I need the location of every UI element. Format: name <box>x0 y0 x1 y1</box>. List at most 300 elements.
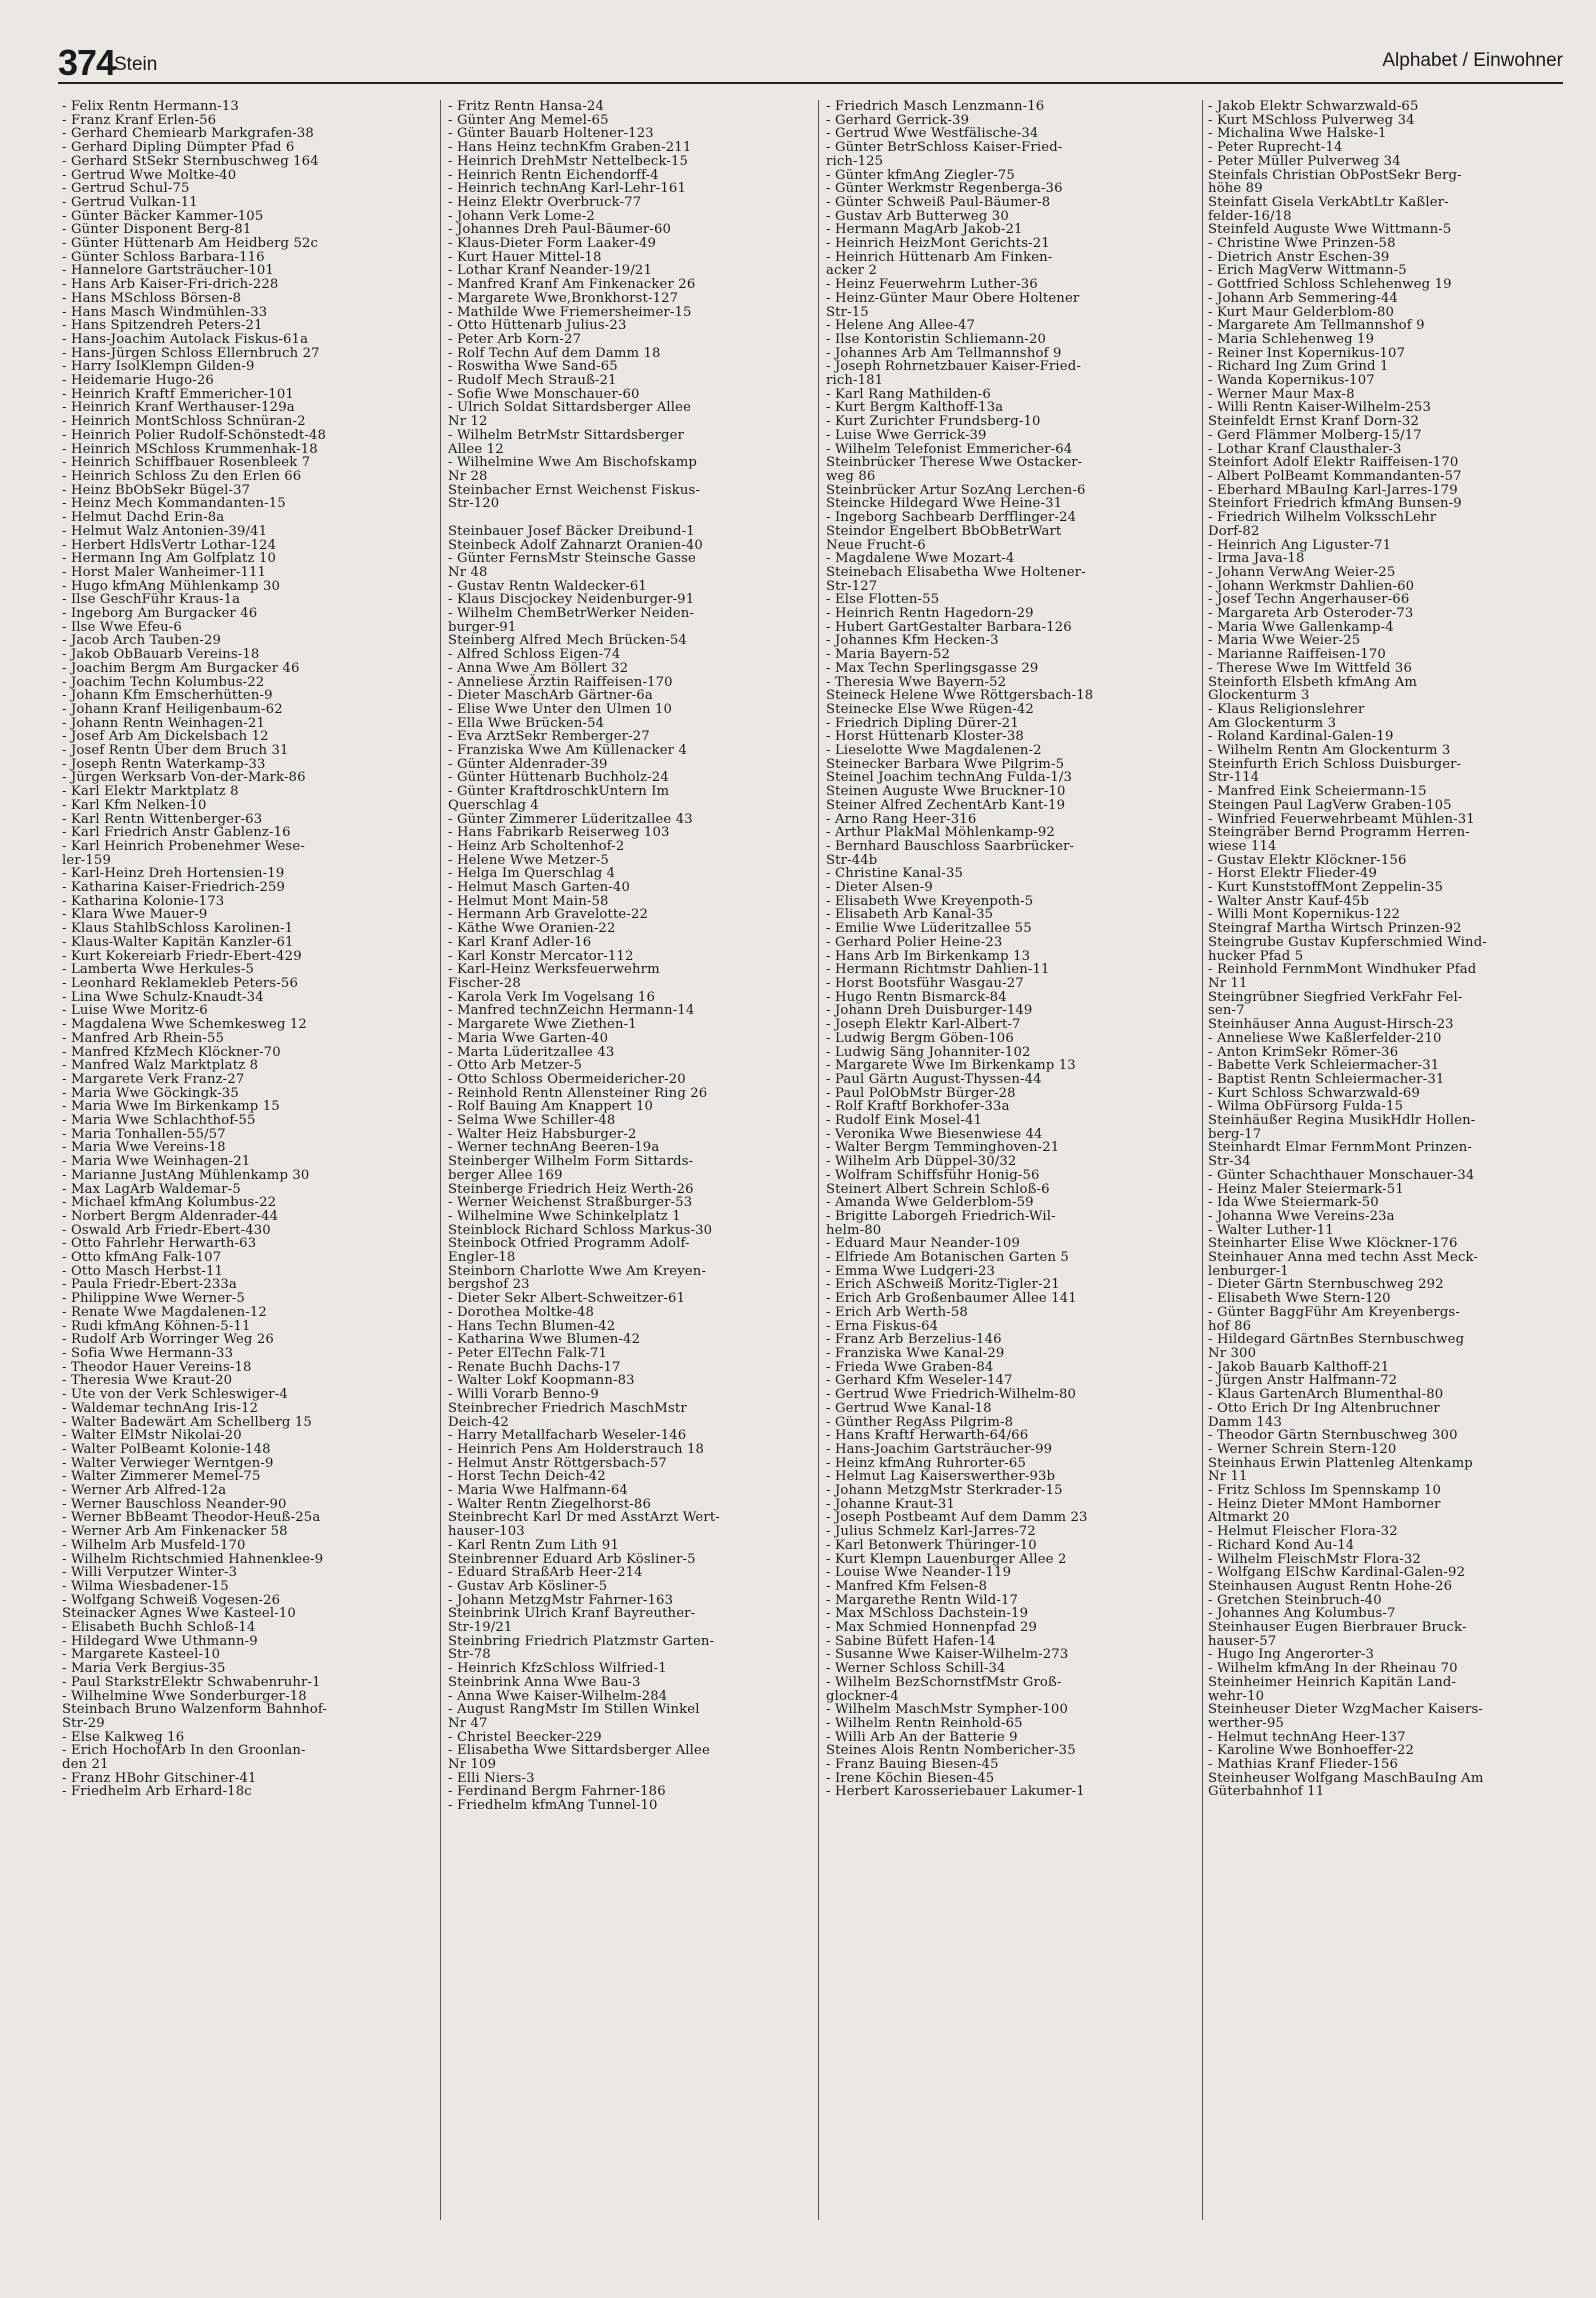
directory-entry: - Johann Rentn Weinhagen-21 <box>62 715 265 731</box>
directory-entry: Steindor Engelbert BbObBetrWart <box>826 523 1062 539</box>
directory-entry: - Lamberta Wwe Herkules-5 <box>62 962 254 978</box>
directory-entry: Steinacker Agnes Wwe Kasteel-10 <box>62 1606 296 1622</box>
directory-entry: - Amanda Wwe Gelderblom-59 <box>826 1195 1034 1211</box>
directory-entry: - Christel Beecker-229 <box>448 1729 602 1745</box>
directory-entry: - Jakob Elektr Schwarzwald-65 <box>1208 100 1419 114</box>
directory-entry: - Hans-Joachim Gartsträucher-99 <box>826 1441 1053 1457</box>
directory-entry: - Franziska Wwe Kanal-29 <box>826 1345 1005 1361</box>
directory-entry: - Karl Kfm Nelken-10 <box>62 797 207 813</box>
directory-entry: Steingraf Martha Wirtsch Prinzen-92 <box>1208 921 1462 937</box>
directory-entry: - Lina Wwe Schulz-Knaudt-34 <box>62 989 264 1005</box>
directory-entry: Str-78 <box>448 1647 491 1663</box>
directory-entry: - Heinz Maler Steiermark-51 <box>1208 1181 1404 1197</box>
directory-entry: - Erich ASchweiß Moritz-Tigler-21 <box>826 1277 1060 1293</box>
directory-entry: - Gerhard Gerrick-39 <box>826 112 970 128</box>
directory-entry: - Gerd Flämmer Molberg-15/17 <box>1208 427 1422 443</box>
directory-entry: - Hermann MagArb Jakob-21 <box>826 222 1023 238</box>
directory-entry: - Maria Wwe Garten-40 <box>448 1030 609 1046</box>
directory-entry: - Maria Wwe Gallenkamp-4 <box>1208 619 1394 635</box>
directory-entry: - Peter Müller Pulverweg 34 <box>1208 153 1401 169</box>
directory-entry: - Johann Verk Lome-2 <box>448 208 595 224</box>
directory-entry: - Wilhelm kfmAng In der Rheinau 70 <box>1208 1661 1458 1677</box>
directory-entry: - Julius Schmelz Karl-Jarres-72 <box>826 1524 1036 1540</box>
directory-entry: - Margarete Wwe Im Birkenkamp 13 <box>826 1058 1076 1074</box>
directory-entry: Steinfort Adolf Elektr Raiffeisen-170 <box>1208 455 1459 471</box>
directory-entry: - Klara Wwe Mauer-9 <box>62 907 208 923</box>
directory-entry: - Johann VerwAng Weier-25 <box>1208 564 1396 580</box>
directory-entry: Steingrübner Siegfried VerkFahr Fel- <box>1208 989 1463 1005</box>
directory-entry: - Helmut technAng Heer-137 <box>1208 1729 1406 1745</box>
directory-entry: - August RangMstr Im Stillen Winkel <box>448 1702 700 1718</box>
directory-entry: - Rudolf Mech Strauß-21 <box>448 373 617 389</box>
directory-entry: - Wilhelm Arb Düppel-30/32 <box>826 1154 1017 1170</box>
directory-entry: - Hans Masch Windmühlen-33 <box>62 304 268 320</box>
directory-entry: - Günter kfmAng Ziegler-75 <box>826 167 1015 183</box>
directory-entry: - Marta Lüderitzallee 43 <box>448 1044 615 1060</box>
directory-entry: - Else Flotten-55 <box>826 592 940 608</box>
directory-entry: - Heinz BbObSekr Bügel-37 <box>62 482 251 498</box>
directory-entry: - Werner Schrein Stern-120 <box>1208 1441 1397 1457</box>
directory-entry: - Walter Badewärt Am Schellberg 15 <box>62 1414 312 1430</box>
directory-entry: - Heinrich Polier Rudolf-Schönstedt-48 <box>62 427 327 443</box>
directory-entry: - Walter Bergm Temminghoven-21 <box>826 1140 1060 1156</box>
directory-entry: - Manfred Arb Rhein-55 <box>62 1030 225 1046</box>
directory-entry: Steiner Alfred ZechentArb Kant-19 <box>826 797 1066 813</box>
directory-entry: - Horst Techn Deich-42 <box>448 1469 606 1485</box>
directory-entry: - Margareta Arb Osteroder-73 <box>1208 606 1414 622</box>
directory-entry: Steinheimer Heinrich Kapitän Land- <box>1208 1674 1457 1690</box>
directory-entry: - Josef Arb Am Dickelsbach 12 <box>62 729 269 745</box>
directory-entry: - Arthur PlakMal Möhlenkamp-92 <box>826 825 1055 841</box>
directory-entry: - Harry IsolKlempn Gilden-9 <box>62 359 255 375</box>
directory-entry: - Werner Arb Alfred-12a <box>62 1483 227 1499</box>
directory-entry: - Heinz Dieter MMont Hamborner <box>1208 1496 1441 1512</box>
directory-entry: - Günter BaggFühr Am Kreyenbergs- <box>1208 1304 1460 1320</box>
directory-entry: Steinfurth Erich Schloss Duisburger- <box>1208 756 1462 772</box>
directory-entry: - Elli Niers-3 <box>448 1770 535 1786</box>
directory-entry: - Kurt Hauer Mittel-18 <box>448 249 602 265</box>
directory-entry: - Magdalene Wwe Mozart-4 <box>826 551 1015 567</box>
directory-entry: Steinbrücker Artur SozAng Lerchen-6 <box>826 482 1086 498</box>
directory-entry: Steinel Joachim technAng Fulda-1/3 <box>826 770 1073 786</box>
directory-entry: - Heinrich Pens Am Holderstrauch 18 <box>448 1441 705 1457</box>
directory-entry: Steinhäuser Anna August-Hirsch-23 <box>1208 1017 1454 1033</box>
directory-entry: - Lothar Kranf Clausthaler-3 <box>1208 441 1402 457</box>
directory-entry: - Erich HochofArb In den Groonlan- <box>62 1743 306 1759</box>
directory-entry: - Selma Wwe Schiller-48 <box>448 1113 616 1129</box>
directory-entry: - Klaus-Dieter Form Laaker-49 <box>448 236 657 252</box>
directory-entry: Str-29 <box>62 1715 105 1731</box>
directory-entry: - Renate Buchh Dachs-17 <box>448 1359 621 1375</box>
directory-entry: - Michael kfmAng Kolumbus-22 <box>62 1195 277 1211</box>
directory-entry: Nr 47 <box>448 1715 488 1731</box>
directory-entry: - Gertrud Schul-75 <box>62 181 190 197</box>
directory-entry: werther-95 <box>1208 1715 1285 1731</box>
directory-entry: Str-34 <box>1208 1154 1251 1170</box>
directory-entry: - Helmut Mont Main-58 <box>448 893 609 909</box>
directory-entry: Am Glockenturm 3 <box>1208 715 1337 731</box>
directory-entry: - Hermann Richtmstr Dahlien-11 <box>826 962 1050 978</box>
directory-entry: Dorf-82 <box>1208 523 1260 539</box>
directory-entry: - Ingeborg Sachbearb Derfflinger-24 <box>826 510 1077 526</box>
directory-entry: - Jürgen Anstr Halfmann-72 <box>1208 1373 1398 1389</box>
directory-entry: - Winfried Feuerwehrbeamt Mühlen-31 <box>1208 811 1475 827</box>
directory-entry: - Käthe Wwe Oranien-22 <box>448 921 616 937</box>
directory-entry: - Elfriede Am Botanischen Garten 5 <box>826 1250 1069 1266</box>
directory-entry: - Theresia Wwe Kraut-20 <box>62 1373 233 1389</box>
directory-entry: - Helene Wwe Metzer-5 <box>448 852 609 868</box>
directory-entry: lenburger-1 <box>1208 1263 1289 1279</box>
directory-entry: - Richard Ing Zum Grind 1 <box>1208 359 1389 375</box>
directory-column-1 <box>62 100 432 2290</box>
directory-entry: - Peter Arb Korn-27 <box>448 331 582 347</box>
directory-entry: - Wolfgang ElSchw Kardinal-Galen-92 <box>1208 1565 1466 1581</box>
directory-entry: - Hans Spitzendreh Peters-21 <box>62 318 263 334</box>
directory-entry: hucker Pfad 5 <box>1208 948 1304 964</box>
directory-entry: - Helmut Lag Kaiserswerther-93b <box>826 1469 1056 1485</box>
directory-entry: - Friedrich Masch Lenzmann-16 <box>826 100 1045 114</box>
directory-entry: - Heinz Arb Scholtenhof-2 <box>448 838 625 854</box>
directory-entry: - Hans Kraftf Herwarth-64/66 <box>826 1428 1029 1444</box>
directory-entry: Steinbrink Ulrich Kranf Bayreuther- <box>448 1606 696 1622</box>
directory-entry: - Johannes Dreh Paul-Bäumer-60 <box>448 222 672 238</box>
directory-entry: - Johannes Arb Am Tellmannshof 9 <box>826 345 1062 361</box>
directory-entry: - Kurt Maur Gelderblom-80 <box>1208 304 1395 320</box>
directory-entry: hauser-103 <box>448 1524 525 1540</box>
directory-entry: - Friedhelm kfmAng Tunnel-10 <box>448 1798 658 1814</box>
directory-entry: - Karoline Wwe Bonhoeffer-22 <box>1208 1743 1415 1759</box>
directory-entry: - Therese Wwe Im Wittfeld 36 <box>1208 660 1413 676</box>
directory-entry: - Wanda Kopernikus-107 <box>1208 373 1375 389</box>
directory-entry: - Theresia Wwe Bayern-52 <box>826 674 1007 690</box>
directory-entry: - Karola Verk Im Vogelsang 16 <box>448 989 655 1005</box>
directory-entry: Steinharter Elise Wwe Klöckner-176 <box>1208 1236 1458 1252</box>
directory-column-3 <box>826 100 1202 2290</box>
directory-entry: Steingräber Bernd Programm Herren- <box>1208 825 1470 841</box>
directory-entry: berg-17 <box>1208 1126 1262 1142</box>
directory-entry: Steinfals Christian ObPostSekr Berg- <box>1208 167 1462 183</box>
directory-entry: - Karl Rang Mathilden-6 <box>826 386 991 402</box>
directory-entry: Str-114 <box>1208 770 1260 786</box>
directory-entry: Str-19/21 <box>448 1620 513 1636</box>
directory-entry: - Elisabeth Wwe Stern-120 <box>1208 1291 1391 1307</box>
directory-entry: Steinheuser Wolfgang MaschBauIng Am <box>1208 1770 1484 1786</box>
directory-entry: Altmarkt 20 <box>1208 1510 1290 1526</box>
directory-entry: - Leonhard Reklamekleb Peters-56 <box>62 976 298 991</box>
directory-entry: ler-159 <box>62 852 112 868</box>
directory-entry: Steincke Hildegard Wwe Heine-31 <box>826 496 1063 512</box>
directory-entry: - Frieda Wwe Graben-84 <box>826 1359 994 1375</box>
directory-entry: - Maria Tonhallen-55/57 <box>62 1126 226 1142</box>
directory-entry: - Karl Rentn Zum Lith 91 <box>448 1537 619 1553</box>
directory-entry: - Heinrich Kraftf Emmericher-101 <box>62 386 294 402</box>
directory-entry: - Heinrich Hüttenarb Am Finken- <box>826 249 1053 265</box>
directory-entry: - Margarete Verk Franz-27 <box>62 1071 245 1087</box>
page-number: 374 <box>58 42 116 83</box>
directory-entry: rich-181 <box>826 373 884 389</box>
directory-entry: - Franz HBohr Gitschiner-41 <box>62 1770 257 1786</box>
directory-entry: Str-15 <box>826 304 869 320</box>
directory-entry: - Gerhard Polier Heine-23 <box>826 934 1003 950</box>
directory-entry: - Joseph Elektr Karl-Albert-7 <box>826 1017 1021 1033</box>
directory-entry: - Günter Bäcker Kammer-105 <box>62 208 264 224</box>
directory-entry: - Hans Arb Im Birkenkamp 13 <box>826 948 1031 964</box>
directory-entry: - Günter Aldenrader-39 <box>448 756 608 772</box>
directory-entry: - Herbert Karosseriebauer Lakumer-1 <box>826 1784 1085 1800</box>
directory-column-2 <box>448 100 818 2290</box>
directory-entry: Steinhausen August Rentn Hohe-26 <box>1208 1578 1453 1594</box>
directory-entry: - Johann Dreh Duisburger-149 <box>826 1003 1033 1019</box>
directory-entry: Steinhardt Elmar FernmMont Prinzen- <box>1208 1140 1472 1156</box>
directory-entry: Steinbauer Josef Bäcker Dreibund-1 <box>448 523 695 539</box>
directory-entry: - Paul PolObMstr Bürger-28 <box>826 1085 1016 1101</box>
directory-entry: - Erna Fiskus-64 <box>826 1318 939 1334</box>
directory-entry: - Albert PolBeamt Kommandanten-57 <box>1208 468 1462 484</box>
directory-entry: Steinberger Wilhelm Form Sittards- <box>448 1154 694 1170</box>
directory-entry: - Heinz Elektr Overbruck-77 <box>448 194 642 210</box>
directory-entry: - Günter Disponent Berg-81 <box>62 222 252 238</box>
directory-entry: - Sabine Büfett Hafen-14 <box>826 1633 996 1649</box>
directory-entry: - Johannes Kfm Hecken-3 <box>826 633 999 649</box>
directory-entry: - Wilhelmine Wwe Am Bischofskamp <box>448 455 697 471</box>
directory-entry: Steineck Helene Wwe Röttgersbach-18 <box>826 688 1094 704</box>
directory-entry: - Dieter Sekr Albert-Schweitzer-61 <box>448 1291 686 1307</box>
directory-entry: - Heinrich KfzSchloss Wilfried-1 <box>448 1661 667 1677</box>
directory-entry: - Gerhard Kfm Weseler-147 <box>826 1373 1013 1389</box>
directory-entry: - Kurt Schloss Schwarzwald-69 <box>1208 1085 1421 1101</box>
directory-entry: - Johann Werkmstr Dahlien-60 <box>1208 578 1415 594</box>
directory-entry: - Harry Metallfacharb Weseler-146 <box>448 1428 687 1444</box>
directory-entry: - Ludwig Bergm Göben-106 <box>826 1030 1014 1046</box>
directory-entry: - Joseph Rentn Waterkamp-33 <box>62 756 266 772</box>
directory-entry: - Heinz-Günter Maur Obere Holtener <box>826 290 1080 306</box>
directory-entry: - Dieter Alsen-9 <box>826 880 933 896</box>
directory-entry: - Elisabetha Wwe Sittardsberger Allee <box>448 1743 710 1759</box>
directory-entry: - Maria Bayern-52 <box>826 647 950 663</box>
directory-entry: - Günter FernsMstr Steinsche Gasse <box>448 551 696 567</box>
directory-entry: - Heinrich HeizMont Gerichts-21 <box>826 236 1050 252</box>
directory-entry: - Gerhard StSekr Sternbuschweg 164 <box>62 153 319 169</box>
directory-entry: Steingrube Gustav Kupferschmied Wind- <box>1208 934 1487 950</box>
directory-entry: Steinhauser Eugen Bierbrauer Bruck- <box>1208 1620 1467 1636</box>
directory-entry: - Marianne JustAng Mühlenkamp 30 <box>62 1167 310 1183</box>
directory-entry: - Gertrud Wwe Westfälische-34 <box>826 126 1039 142</box>
directory-entry: - Friedrich Dipling Dürer-21 <box>826 715 1019 731</box>
directory-entry: - Heinz kfmAng Ruhrorter-65 <box>826 1455 1026 1471</box>
directory-entry: - Helmut Fleischer Flora-32 <box>1208 1524 1398 1540</box>
directory-entry: - Alfred Schloss Eigen-74 <box>448 647 621 663</box>
directory-entry: - Veronika Wwe Biesenwiese 44 <box>826 1126 1043 1142</box>
directory-entry: Nr 109 <box>448 1757 497 1773</box>
directory-entry: - Wilhelm BezSchornstfMstr Groß- <box>826 1674 1062 1690</box>
directory-entry: - Maria Wwe Im Birkenkamp 15 <box>62 1099 280 1115</box>
running-headword: Stein <box>114 54 158 75</box>
directory-entry: - Otto Erich Dr Ing Altenbruchner <box>1208 1400 1440 1416</box>
directory-entry: - Erich Arb Großenbaumer Allee 141 <box>826 1291 1077 1307</box>
directory-entry: - Peter Ruprecht-14 <box>1208 140 1343 156</box>
directory-entry: - Johann Kfm Emscherhütten-9 <box>62 688 273 704</box>
directory-entry: - Werner Bauschloss Neander-90 <box>62 1496 287 1512</box>
directory-entry: - Wilhelm Telefonist Emmericher-64 <box>826 441 1073 457</box>
directory-entry: - Heinrich technAng Karl-Lehr-161 <box>448 181 687 197</box>
directory-entry: - Elisabeth Wwe Kreyenpoth-5 <box>826 893 1034 909</box>
directory-entry: - Kurt Klempn Lauenburger Allee 2 <box>826 1551 1067 1567</box>
directory-entry: - Paul Gärtn August-Thyssen-44 <box>826 1071 1042 1087</box>
directory-entry: - Paula Friedr-Ebert-233a <box>62 1277 237 1293</box>
directory-entry: - Margarete Wwe Ziethen-1 <box>448 1017 637 1033</box>
directory-entry: - Joachim Techn Kolumbus-22 <box>62 674 265 690</box>
directory-entry: - Manfred Eink Scheiermann-15 <box>1208 784 1427 800</box>
directory-entry: - Bernhard Bauschloss Saarbrücker- <box>826 838 1075 854</box>
directory-entry: - Joachim Bergm Am Burgacker 46 <box>62 660 300 676</box>
directory-entry: - Günter Werkmstr Regenberga-36 <box>826 181 1063 197</box>
directory-entry: Steinecke Else Wwe Rügen-42 <box>826 701 1034 717</box>
directory-entry: berger Allee 169 <box>448 1167 563 1183</box>
directory-entry: - Wilhelm Rentn Am Glockenturm 3 <box>1208 743 1451 759</box>
directory-entry: - Gertrud Wwe Friedrich-Wilhelm-80 <box>826 1387 1077 1403</box>
directory-entry: - Gertrud Vulkan-11 <box>62 194 198 210</box>
directory-entry: Str-120 <box>448 496 500 512</box>
directory-entry: - Wilma Wiesbadener-15 <box>62 1578 229 1594</box>
directory-entry: - Irene Köchin Biesen-45 <box>826 1770 995 1786</box>
directory-entry: - Heinrich Schloss Zu den Erlen 66 <box>62 468 302 484</box>
directory-entry: - Karl Konstr Mercator-112 <box>448 948 634 964</box>
directory-entry: - Felix Rentn Hermann-13 <box>62 100 239 114</box>
directory-entry: - Heinrich Schiffbauer Rosenbleek 7 <box>62 455 311 471</box>
directory-entry: - Otto Fahrlehr Herwarth-63 <box>62 1236 257 1252</box>
directory-entry: - Emma Wwe Ludgeri-23 <box>826 1263 996 1279</box>
directory-entry: - Theodor Hauer Vereins-18 <box>62 1359 252 1375</box>
directory-entry: - Rudolf Eink Mosel-41 <box>826 1113 983 1129</box>
directory-entry: - Kurt MSchloss Pulverweg 34 <box>1208 112 1415 128</box>
directory-entry: sen-7 <box>1208 1003 1245 1019</box>
directory-entry: - Walter Zimmerer Memel-75 <box>62 1469 261 1485</box>
directory-entry <box>448 511 818 525</box>
section-title: Alphabet / Einwohner <box>1382 50 1563 71</box>
directory-entry: - Otto Schloss Obermeidericher-20 <box>448 1071 686 1087</box>
directory-entry: - Franz Arb Berzelius-146 <box>826 1332 1002 1348</box>
directory-entry: - Günter Ang Memel-65 <box>448 112 609 128</box>
directory-entry: Engler-18 <box>448 1250 516 1266</box>
directory-entry: - Heinrich MSchloss Krummenhak-18 <box>62 441 318 457</box>
directory-entry: - Babette Verk Schleiermacher-31 <box>1208 1058 1440 1074</box>
directory-entry: - Ludwig Säng Johanniter-102 <box>826 1044 1031 1060</box>
directory-entry: Steinhäußer Regina MusikHdlr Hollen- <box>1208 1113 1476 1129</box>
directory-entry: - Christine Wwe Prinzen-58 <box>1208 236 1396 252</box>
directory-entry: - Johann MetzgMstr Sterkrader-15 <box>826 1483 1063 1499</box>
directory-entry: Steinhauer Anna med techn Asst Meck- <box>1208 1250 1479 1266</box>
directory-entry: - Eduard StraßArb Heer-214 <box>448 1565 643 1581</box>
directory-entry: Steinert Albert Schrein Schloß-6 <box>826 1181 1050 1197</box>
directory-entry: - Joseph Rohrnetzbauer Kaiser-Fried- <box>826 359 1081 375</box>
directory-entry: - Maria Wwe Göckingk-35 <box>62 1085 239 1101</box>
directory-entry: - Herbert HdlsVertr Lothar-124 <box>62 537 277 553</box>
directory-entry: - Werner BbBeamt Theodor-Heuß-25a <box>62 1510 321 1526</box>
directory-entry: - Willi Mont Kopernikus-122 <box>1208 907 1401 923</box>
directory-entry: - Günter Schloss Barbara-116 <box>62 249 265 265</box>
directory-entry: - Walter Verwieger Werntgen-9 <box>62 1455 274 1471</box>
directory-entry: - Johanna Wwe Vereins-23a <box>1208 1208 1395 1224</box>
directory-entry: - Maria Schlehenweg 19 <box>1208 331 1375 347</box>
directory-entry: - Paul StarkstrElektr Schwabenruhr-1 <box>62 1674 321 1690</box>
directory-entry: - Walter ElMstr Nikolai-20 <box>62 1428 242 1444</box>
directory-entry: Steinbacher Ernst Weichenst Fiskus- <box>448 482 701 498</box>
directory-entry: - Ingeborg Am Burgacker 46 <box>62 606 258 622</box>
directory-entry: - Karl Kranf Adler-16 <box>448 934 592 950</box>
directory-entry: weg 86 <box>826 468 876 484</box>
directory-entry: - Manfred Kranf Am Finkenacker 26 <box>448 277 696 293</box>
directory-entry: - Maria Wwe Vereins-18 <box>62 1140 226 1156</box>
directory-entry: Steinbrecher Friedrich MaschMstr <box>448 1400 687 1416</box>
directory-entry: - Wilhelm Arb Musfeld-170 <box>62 1537 246 1553</box>
directory-entry: - Heinrich Rentn Eichendorff-4 <box>448 167 659 183</box>
directory-entry: - Lothar Kranf Neander-19/21 <box>448 263 652 279</box>
directory-entry: glockner-4 <box>826 1688 899 1704</box>
directory-entry: - Wilhelm ChemBetrWerker Neiden- <box>448 606 695 622</box>
directory-entry: - Reinhold FernmMont Windhuker Pfad <box>1208 962 1477 978</box>
directory-entry: - Philippine Wwe Werner-5 <box>62 1291 245 1307</box>
directory-entry: - Rolf Kraftf Borkhofer-33a <box>826 1099 1010 1115</box>
directory-entry: - Gottfried Schloss Schlehenweg 19 <box>1208 277 1452 293</box>
directory-entry: - Mathias Kranf Flieder-156 <box>1208 1757 1399 1773</box>
directory-column-4 <box>1208 100 1578 2290</box>
directory-entry: felder-16/18 <box>1208 208 1292 224</box>
directory-entry: Steinecker Barbara Wwe Pilgrim-5 <box>826 756 1065 772</box>
directory-entry: - Anna Wwe Kaiser-Wilhelm-284 <box>448 1688 668 1704</box>
directory-entry: - Max MSchloss Dachstein-19 <box>826 1606 1029 1622</box>
directory-entry: Steinbock Otfried Programm Adolf- <box>448 1236 690 1252</box>
directory-entry: Steingen Paul LagVerw Graben-105 <box>1208 797 1452 813</box>
directory-entry: bergshof 23 <box>448 1277 530 1293</box>
directory-entry: - Gerhard Chemiearb Markgrafen-38 <box>62 126 314 142</box>
directory-entry: - Hans Techn Blumen-42 <box>448 1318 616 1334</box>
directory-entry: - Hermann Ing Am Golfplatz 10 <box>62 551 277 567</box>
directory-entry: - Günter Hüttenarb Buchholz-24 <box>448 770 669 786</box>
directory-entry: - Friedhelm Arb Erhard-18c <box>62 1784 252 1800</box>
directory-entry: - Dieter MaschArb Gärtner-6a <box>448 688 653 704</box>
directory-entry: - Norbert Bergm Aldenrader-44 <box>62 1208 279 1224</box>
directory-entry: - Karl Betonwerk Thüringer-10 <box>826 1537 1037 1553</box>
directory-entry: Str-44b <box>826 852 878 868</box>
directory-entry: Steinblock Richard Schloss Markus-30 <box>448 1222 713 1238</box>
directory-entry: - Gustav Rentn Waldecker-61 <box>448 578 647 594</box>
directory-entry: - Eva ArztSekr Remberger-27 <box>448 729 650 745</box>
directory-entry: - Anna Wwe Am Böllert 32 <box>448 660 629 676</box>
directory-entry: - Franziska Wwe Am Küllenacker 4 <box>448 743 688 759</box>
directory-entry: - Maria Wwe Weier-25 <box>1208 633 1361 649</box>
directory-entry: - Karl-Heinz Werksfeuerwehrm <box>448 962 660 978</box>
directory-entry: - Peter ElTechn Falk-71 <box>448 1345 608 1361</box>
directory-entry: - Manfred KfzMech Klöckner-70 <box>62 1044 281 1060</box>
directory-entry: Querschlag 4 <box>448 797 539 813</box>
directory-entry: - Lieselotte Wwe Magdalenen-2 <box>826 743 1042 759</box>
directory-entry: - Jürgen Werksarb Von-der-Mark-86 <box>62 770 306 786</box>
directory-entry: - Karl Friedrich Anstr Gablenz-16 <box>62 825 291 841</box>
directory-entry: - Wilma ObFürsorg Fulda-15 <box>1208 1099 1404 1115</box>
directory-entry: - Karl-Heinz Dreh Hortensien-19 <box>62 866 285 882</box>
directory-entry: - Roswitha Wwe Sand-65 <box>448 359 618 375</box>
directory-entry: - Heidemarie Hugo-26 <box>62 373 214 389</box>
directory-entry: - Horst Hüttenarb Kloster-38 <box>826 729 1024 745</box>
directory-entry: Steinberg Alfred Mech Brücken-54 <box>448 633 687 649</box>
directory-entry: Steinfeldt Ernst Kranf Dorn-32 <box>1208 414 1419 430</box>
directory-entry: - Werner Maur Max-8 <box>1208 386 1355 402</box>
directory-entry: - Elisabeth Arb Kanal-35 <box>826 907 994 923</box>
directory-entry: - Werner technAng Beeren-19a <box>448 1140 660 1156</box>
directory-entry: - Elisabeth Buchh Schloß-14 <box>62 1620 256 1636</box>
directory-entry: - Else Kalkweg 16 <box>62 1729 185 1745</box>
directory-entry: Steinebach Elisabetha Wwe Holtener- <box>826 564 1086 580</box>
